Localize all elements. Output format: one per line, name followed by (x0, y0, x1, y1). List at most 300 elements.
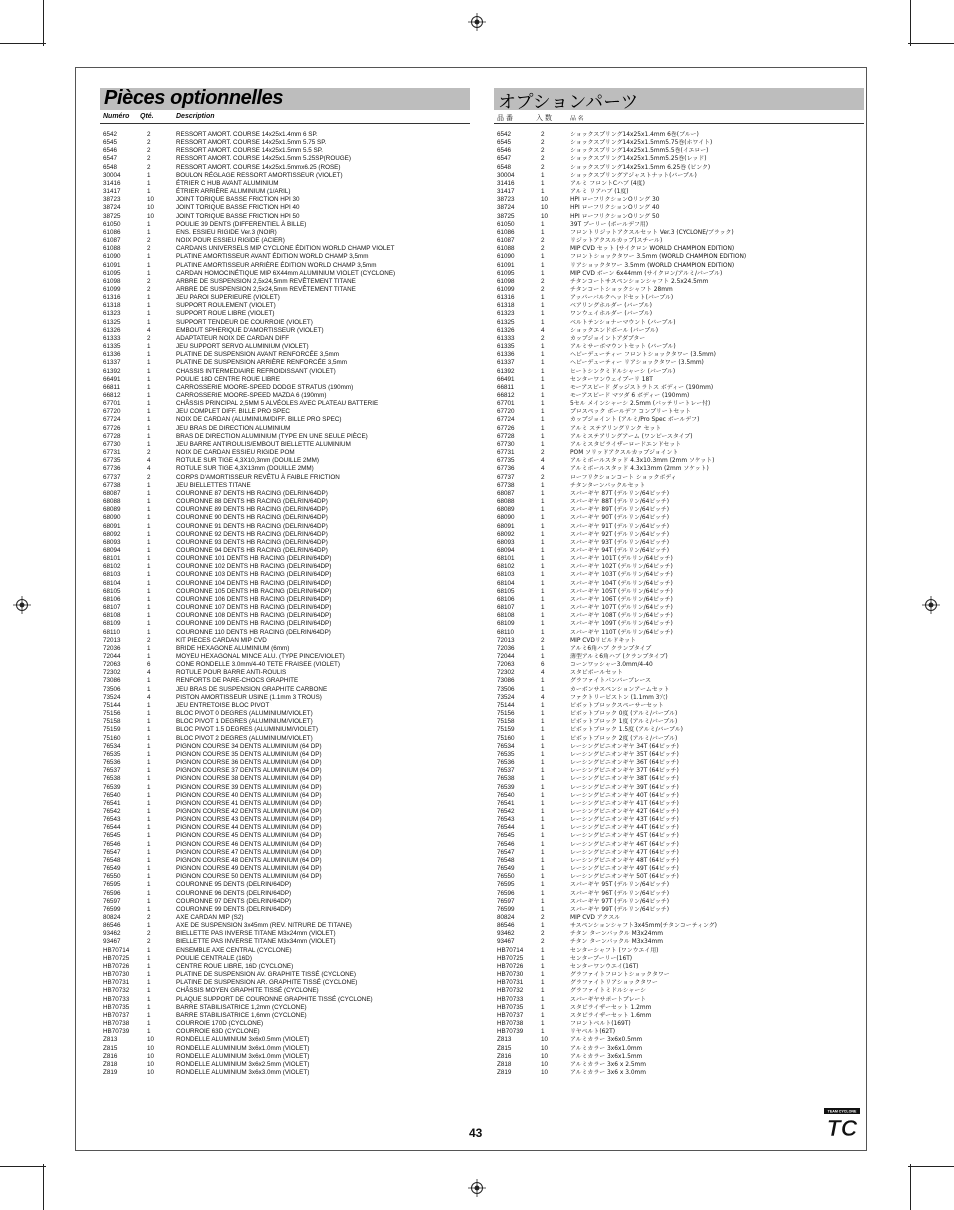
part-quantity: 2 (147, 930, 151, 938)
part-number: 72044 (103, 653, 121, 660)
part-number: 67731 (497, 449, 515, 457)
part-number: 76550 (497, 873, 515, 881)
part-quantity: 2 (541, 914, 545, 921)
part-description: MIP CVDリビルドキット (570, 637, 637, 644)
part-row (100, 229, 470, 237)
part-description: チタン ターンバックル M3x24mm (570, 931, 663, 938)
part-description: ヘビーデューティー フロントショックタワー (3.5mm) (570, 352, 716, 359)
part-description: ショックスプリング14x25x1.5mm5.5巻(イエロー) (570, 148, 709, 155)
parts-list (494, 131, 864, 1077)
part-number: 86546 (103, 922, 121, 930)
part-description: BLOC PIVOT 1.5 DEGRES (ALUMINIUM/VIOLET) (176, 726, 318, 734)
part-number: 76597 (497, 897, 515, 905)
part-quantity: 1 (541, 832, 545, 840)
part-row (494, 629, 864, 637)
part-number: HB70725 (497, 954, 524, 962)
part-row (494, 751, 864, 759)
part-row (100, 865, 470, 873)
part-quantity: 1 (147, 889, 151, 897)
part-row (100, 359, 470, 367)
part-quantity: 2 (147, 449, 151, 457)
part-description: レーシングピニオンギヤ 46T (64ピッチ) (570, 841, 679, 848)
part-description: BOULON RÉGLAGE RESSORT AMORTISSEUR (VIOLET) (176, 171, 343, 179)
part-number: Z819 (103, 1068, 118, 1076)
part-row (100, 800, 470, 808)
part-number: 76599 (103, 905, 121, 913)
part-quantity: 10 (541, 1044, 549, 1052)
part-number: 6542 (497, 131, 512, 138)
part-description: COURONNE 89 DENTS HB RACING (DELRIN/64DP) (176, 506, 328, 514)
part-number: HB70739 (497, 1028, 524, 1036)
part-quantity: 1 (541, 408, 545, 416)
part-description: PIGNON COURSE 47 DENTS ALUMINIUM (64 DP) (176, 848, 322, 856)
part-description: PLATINE AMORTISSEUR ARRIÈRE ÉDITION WORLD CHAMP 3,5mm (176, 261, 377, 269)
part-number: 76547 (103, 848, 121, 856)
part-number: 61087 (103, 237, 121, 245)
part-quantity: 4 (147, 465, 151, 473)
part-description: スパーギヤ 92T (デルリン/64ピッチ) (570, 531, 670, 538)
part-quantity: 1 (147, 767, 151, 775)
crop-mark (910, 0, 911, 46)
part-quantity: 1 (147, 677, 151, 685)
part-number: 6545 (497, 139, 512, 147)
part-quantity: 1 (541, 555, 545, 563)
part-row (494, 759, 864, 767)
part-number: 75160 (103, 734, 121, 742)
part-quantity: 1 (541, 383, 545, 391)
part-quantity: 4 (147, 457, 151, 465)
part-description: MIP CVD セット (サイクロン WORLD CHAMPION EDITION) (570, 246, 735, 253)
part-number: 80824 (103, 914, 121, 921)
part-quantity: 1 (147, 302, 151, 310)
part-row (494, 188, 864, 196)
part-row (494, 155, 864, 163)
part-number: 68091 (497, 522, 515, 530)
part-quantity: 1 (541, 824, 545, 832)
title-bar (494, 88, 864, 113)
part-number: 66811 (103, 383, 121, 391)
part-quantity: 1 (147, 710, 151, 718)
part-quantity: 1 (541, 816, 545, 824)
part-number: 76548 (497, 856, 515, 864)
part-description: PIGNON COURSE 46 DENTS ALUMINIUM (64 DP) (176, 840, 322, 848)
part-row (100, 147, 470, 155)
part-description: COURONNE 110 DENTS HB RACING (DELRIN/64DP) (176, 628, 331, 636)
part-number: HB70731 (497, 979, 524, 987)
column-headers (494, 111, 864, 123)
part-description: RESSORT AMORT. COURSE 14x25x1.5mmx6.25 (ROSE) (176, 163, 341, 171)
part-number: 68089 (497, 506, 515, 514)
part-row (100, 139, 470, 147)
part-description: CARROSSERIE MOORE-SPEED MAZDA 6 (190mm) (176, 392, 327, 399)
part-description: スタビライザーセット 1.2mm (570, 1004, 652, 1011)
part-quantity: 1 (541, 400, 545, 408)
part-quantity: 1 (147, 971, 151, 979)
part-row (100, 531, 470, 539)
part-number: 68106 (497, 595, 515, 603)
part-number: 67735 (497, 457, 515, 465)
part-row (494, 890, 864, 898)
registration-mark-icon (468, 1179, 486, 1197)
part-row (494, 514, 864, 522)
part-quantity: 1 (147, 294, 151, 302)
part-description: JEU PAROI SUPERIEURE (VIOLET) (176, 294, 280, 302)
part-description: スパーギヤ 95T (デルリン/64ピッチ) (570, 882, 670, 889)
part-quantity: 10 (147, 1036, 155, 1044)
part-number: 76542 (497, 807, 515, 815)
part-description: レーシングピニオンギヤ 35T (64ピッチ) (570, 751, 679, 758)
part-description: SUPPORT ROUE LIBRE (VIOLET) (176, 310, 275, 318)
part-row (494, 457, 864, 465)
part-quantity: 10 (541, 204, 549, 212)
part-quantity: 2 (147, 285, 151, 293)
part-description: ADAPTATEUR NOIX DE CARDAN DIFF (176, 334, 290, 342)
part-description: PIGNON COURSE 37 DENTS ALUMINIUM (64 DP) (176, 767, 322, 775)
header-description: 品 名 (570, 116, 584, 122)
part-quantity: 6 (541, 661, 545, 669)
part-row (494, 914, 864, 922)
part-row (100, 343, 470, 351)
part-quantity: 1 (541, 188, 545, 196)
part-description: NOIX DE CARDAN (ALUMINIUM/DIFF. BILLE PRO SPEC) (176, 416, 342, 424)
part-row (494, 147, 864, 155)
part-number: Z813 (103, 1036, 118, 1044)
part-number: 61316 (497, 294, 515, 302)
part-description: センターシャフト (ワンウエイ用) (570, 947, 659, 954)
part-number: 75144 (497, 701, 515, 709)
part-quantity: 1 (147, 848, 151, 856)
part-row (100, 694, 470, 702)
part-description: BRIDE HEXAGONE ALUMINIUM (6mm) (176, 644, 290, 652)
part-row (494, 343, 864, 351)
part-number: 67728 (103, 432, 121, 440)
part-row (100, 1061, 470, 1069)
part-quantity: 1 (541, 783, 545, 791)
part-number: 93462 (103, 930, 121, 938)
part-quantity: 4 (541, 326, 545, 334)
part-row (100, 1053, 470, 1061)
part-quantity: 1 (541, 644, 545, 652)
part-number: Z816 (497, 1052, 512, 1060)
part-number: 38724 (497, 204, 515, 212)
part-row (100, 1036, 470, 1044)
part-description: スパーギヤ 110T (デルリン/64ピッチ) (570, 629, 673, 636)
part-quantity: 1 (147, 587, 151, 595)
part-description: ヒートシンクミドルシャーシ (パープル) (570, 368, 676, 375)
part-description: ショックスプリング14x25x1.4mm 6巻(ブルー) (570, 132, 699, 138)
part-number: 61098 (497, 277, 515, 285)
part-row (494, 726, 864, 734)
part-description: NOIX POUR ESSIEU RIGIDE (ACIER) (176, 237, 285, 245)
part-number: 68109 (103, 620, 121, 628)
part-description: ENSEMBLE AXE CENTRAL (CYCLONE) (176, 946, 292, 954)
part-quantity: 1 (147, 612, 151, 620)
part-quantity: 1 (147, 701, 151, 709)
part-row (494, 196, 864, 204)
part-description: COURONNE 93 DENTS HB RACING (DELRIN/64DP) (176, 538, 328, 546)
part-quantity: 1 (541, 579, 545, 587)
part-description: PISTON AMORTISSEUR USINE (1.1mm 3 TROUS) (176, 693, 322, 701)
part-quantity: 6 (147, 661, 151, 669)
part-row (494, 351, 864, 359)
part-quantity: 1 (147, 261, 151, 269)
part-quantity: 4 (541, 693, 545, 701)
part-row (100, 376, 470, 384)
part-description: COURONNE 90 DENTS HB RACING (DELRIN/64DP) (176, 514, 328, 522)
part-quantity: 4 (147, 693, 151, 701)
part-row (100, 890, 470, 898)
part-row (494, 922, 864, 930)
part-description: モーアスピード ダッジストラトス ボディー (190mm) (570, 384, 714, 391)
part-description: ショックスプリング14x25x1.5mm5.75巻(ホワイト) (570, 140, 713, 147)
part-row (100, 816, 470, 824)
part-row (100, 514, 470, 522)
part-row (494, 620, 864, 628)
part-number: 30004 (103, 171, 121, 179)
part-description: COURONNE 96 DENTS (DELRIN/64DP) (176, 889, 292, 897)
part-number: 61392 (103, 367, 121, 375)
part-row (494, 563, 864, 571)
part-description: ROTULE POUR BARRE ANTI-ROULIS (176, 669, 287, 677)
part-number: 68108 (497, 612, 515, 620)
part-row (494, 947, 864, 955)
part-number: 76599 (497, 905, 515, 913)
part-number: 67720 (103, 408, 121, 416)
part-quantity: 1 (541, 995, 545, 1003)
part-row (494, 1069, 864, 1077)
part-number: 66491 (103, 375, 121, 383)
part-quantity: 1 (147, 987, 151, 995)
crop-mark (908, 1166, 954, 1167)
part-row (494, 465, 864, 473)
part-number: 75158 (103, 718, 121, 726)
part-number: 68104 (103, 579, 121, 587)
part-row (494, 743, 864, 751)
part-description: PIGNON COURSE 41 DENTS ALUMINIUM (64 DP) (176, 799, 322, 807)
header-description: Description (176, 113, 215, 120)
part-row (100, 547, 470, 555)
part-number: 76597 (103, 897, 121, 905)
part-description: AXE CARDAN MIP (S2) (176, 914, 244, 921)
part-number: Z818 (497, 1060, 512, 1068)
part-row (100, 588, 470, 596)
part-description: CONE RONDELLE 3.0mm/4-40 TETE FRAISEE (VIOLET) (176, 661, 340, 669)
part-row (494, 482, 864, 490)
part-quantity: 1 (147, 750, 151, 758)
header-divider (100, 123, 470, 124)
part-description: グラファイトバンパーブレース (570, 678, 651, 685)
part-number: 68107 (103, 604, 121, 612)
header-number: Numéro (103, 113, 130, 120)
part-quantity: 1 (147, 375, 151, 383)
part-quantity: 1 (541, 522, 545, 530)
part-row (100, 196, 470, 204)
part-number: 31417 (103, 188, 121, 196)
part-description: センターワンウエイ(16T) (570, 963, 639, 970)
part-row (100, 629, 470, 637)
part-row (100, 262, 470, 270)
part-quantity: 1 (541, 171, 545, 179)
part-description: JOINT TORIQUE BASSE FRICTION HPI 30 (176, 196, 300, 204)
part-number: 30004 (497, 171, 515, 179)
part-quantity: 10 (147, 1052, 155, 1060)
part-quantity: 1 (147, 979, 151, 987)
part-number: 61326 (497, 326, 515, 334)
part-number: 67726 (497, 424, 515, 432)
part-number: 76536 (497, 759, 515, 767)
part-description: スパーギヤ 103T (デルリン/64ピッチ) (570, 572, 673, 579)
part-description: レーシングピニオンギヤ 34T (64ピッチ) (570, 743, 679, 750)
part-quantity: 2 (147, 277, 151, 285)
part-description: JEU BRAS DE DIRECTION ALUMINIUM (176, 424, 291, 432)
part-description: アルミカラー 3x6x1.5mm (570, 1053, 643, 1060)
part-quantity: 1 (147, 351, 151, 359)
part-row (494, 237, 864, 245)
part-number: HB70733 (497, 995, 524, 1003)
part-row (100, 188, 470, 196)
part-quantity: 1 (541, 799, 545, 807)
part-row (494, 596, 864, 604)
part-description: レーシングピニオンギヤ 43T (64ピッチ) (570, 817, 679, 824)
part-row (494, 881, 864, 889)
part-quantity: 4 (541, 669, 545, 677)
part-quantity: 1 (147, 220, 151, 228)
part-quantity: 1 (147, 359, 151, 367)
part-description: レーシングピニオンギヤ 41T (64ピッチ) (570, 800, 679, 807)
part-quantity: 1 (541, 432, 545, 440)
part-description: ファクトリーピストン (1.1mm 3穴) (570, 694, 668, 701)
part-description: スパーギヤ 106T (デルリン/64ピッチ) (570, 596, 673, 603)
part-quantity: 1 (541, 546, 545, 554)
part-quantity: 10 (541, 1052, 549, 1060)
part-number: 76535 (103, 750, 121, 758)
part-row (100, 832, 470, 840)
part-description: フロントショックタワー 3.5mm (WORLD CHAMPION EDITION) (570, 254, 747, 261)
part-number: 68094 (103, 546, 121, 554)
part-row (494, 824, 864, 832)
part-row (494, 832, 864, 840)
part-number: 76534 (497, 742, 515, 750)
part-row (100, 302, 470, 310)
part-quantity: 1 (147, 595, 151, 603)
part-number: 68105 (103, 587, 121, 595)
part-number: 61099 (497, 285, 515, 293)
part-description: スパーギヤ 96T (デルリン/64ピッチ) (570, 890, 670, 897)
part-description: HPI ローフリクションOリング 30 (570, 197, 660, 204)
part-row (494, 873, 864, 881)
part-description: EMBOUT SPHERIQUE D'AMORTISSEUR (VIOLET) (176, 326, 324, 334)
part-number: 93462 (497, 930, 515, 938)
part-quantity: 2 (541, 237, 545, 245)
part-number: 38725 (103, 212, 121, 220)
part-number: 31417 (497, 188, 515, 196)
part-number: HB70738 (103, 1020, 130, 1028)
part-description: ショックスプリング14x25x1.5mm 6.25巻 (ピンク) (570, 164, 711, 171)
part-number: Z815 (103, 1044, 118, 1052)
part-quantity: 1 (147, 905, 151, 913)
part-number: 76535 (497, 750, 515, 758)
part-number: HB70733 (103, 995, 130, 1003)
part-number: 61325 (103, 318, 121, 326)
part-description: コーンワッシャー3.0mm/4-40 (570, 662, 653, 669)
part-description: センタープーリー(16T) (570, 955, 633, 962)
part-row (100, 759, 470, 767)
title-bar (100, 88, 470, 110)
part-quantity: 1 (541, 701, 545, 709)
part-row (494, 555, 864, 563)
part-row (494, 865, 864, 873)
part-quantity: 1 (541, 889, 545, 897)
part-number: 68092 (103, 530, 121, 538)
part-quantity: 2 (541, 285, 545, 293)
japanese-parts-column (494, 88, 864, 1077)
part-description: PIGNON COURSE 48 DENTS ALUMINIUM (64 DP) (176, 856, 322, 864)
part-number: 61326 (103, 326, 121, 334)
part-quantity: 1 (541, 489, 545, 497)
part-description: スパーギヤ 99T (デルリン/64ピッチ) (570, 906, 670, 913)
part-number: 67730 (103, 440, 121, 448)
part-quantity: 1 (147, 392, 151, 399)
part-quantity: 1 (147, 856, 151, 864)
part-number: 76537 (103, 767, 121, 775)
part-number: HB70735 (103, 1003, 130, 1011)
part-row (100, 571, 470, 579)
part-description: ピボットブロックスペーサーセット (570, 702, 664, 709)
part-quantity: 2 (541, 155, 545, 163)
part-row (100, 784, 470, 792)
part-description: PIGNON COURSE 34 DENTS ALUMINIUM (64 DP) (176, 742, 322, 750)
part-row (100, 1028, 470, 1036)
part-number: 72036 (497, 644, 515, 652)
part-row (100, 384, 470, 392)
part-quantity: 1 (541, 653, 545, 660)
part-description: COURONNE 104 DENTS HB RACING (DELRIN/64DP) (176, 579, 332, 587)
part-row (100, 637, 470, 645)
part-description: アルミボールスタッド 4.3x10.3mm (2mm ソケット) (570, 458, 715, 465)
part-description: アルミサーボマウントセット (パープル) (570, 344, 676, 351)
part-quantity: 1 (147, 865, 151, 873)
part-number: HB70739 (103, 1028, 130, 1036)
part-description: PLATINE DE SUSPENSION AV. GRAPHITE TISSÉ (CYCLONE) (176, 971, 356, 979)
part-description: フロントベルト(169T) (570, 1021, 631, 1028)
part-description: COURONNE 99 DENTS (DELRIN/64DP) (176, 905, 292, 913)
part-row (100, 204, 470, 212)
part-row (100, 808, 470, 816)
part-row (494, 1004, 864, 1012)
part-number: 93467 (103, 938, 121, 946)
part-description: JEU BIELLETTES TITANE (176, 481, 251, 489)
part-description: 39T プーリー (ボールデフ用) (570, 221, 649, 228)
part-quantity: 1 (147, 604, 151, 612)
part-number: 61086 (103, 228, 121, 236)
part-number: 76539 (497, 783, 515, 791)
part-row (100, 743, 470, 751)
part-row (100, 555, 470, 563)
part-row (100, 987, 470, 995)
part-description: JOINT TORIQUE BASSE FRICTION HPI 40 (176, 204, 300, 212)
part-row (494, 1012, 864, 1020)
part-description: COURONNE 91 DENTS HB RACING (DELRIN/64DP) (176, 522, 328, 530)
part-number: 6542 (103, 131, 118, 138)
part-number: HB70730 (497, 971, 524, 979)
part-description: ショックエンドボール (パープル) (570, 327, 659, 334)
part-row (100, 645, 470, 653)
part-row (494, 808, 864, 816)
part-row (494, 996, 864, 1004)
part-quantity: 1 (147, 922, 151, 930)
part-description: 薄型アルミ6角ハブ (クランプタイプ) (570, 654, 668, 660)
part-row (100, 669, 470, 677)
